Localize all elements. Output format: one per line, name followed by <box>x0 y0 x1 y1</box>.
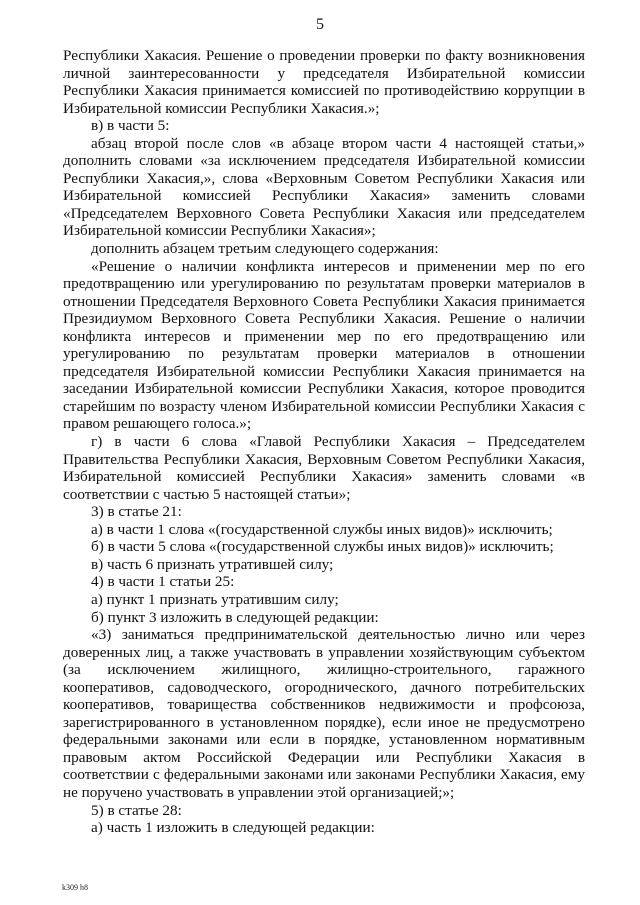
paragraph: в) часть 6 признать утратившей силу; <box>91 555 334 573</box>
paragraph: дополнить абзацем третьим следующего содержания: <box>91 240 439 258</box>
page-number: 5 <box>316 16 324 33</box>
paragraph: 3) в статье 21: <box>91 503 182 521</box>
paragraph: г) в части 6 слова «Главой Республики Хакасия – Председателем Правительства Республики Хакасия, Верховным Советом Республики Хакасия, Избирательной комиссией Республики Хакасия» заменить словами «в соответствии с частью 5 настоящей статьи»; <box>63 433 585 503</box>
paragraph: б) в части 5 слова «(государственной службы иных видов)» исключить; <box>91 538 554 556</box>
document-body <box>63 47 585 837</box>
paragraph: в) в части 5: <box>91 117 170 135</box>
paragraph: а) пункт 1 признать утратившим силу; <box>91 590 339 608</box>
paragraph: б) пункт 3 изложить в следующей редакции: <box>91 608 379 626</box>
paragraph: «3) заниматься предпринимательской деятельностью лично или через доверенных лиц, а также участвовать в управлении хозяйствующим субъектом (за исключением жилищного, жилищно-строительного, гаражного кооперативов, садоводческого, огороднического, дачного потребительских кооперативов, товарищества собственников недвижимости и профсоюза, зарегистрированного в установленном порядке), если иное не предусмотрено федеральными законами или если в порядке, установленном нормативным правовым актом Российской Федерации или Республики Хакасия в соответствии с федеральными законами или законами Республики Хакасия, ему не поручено участвовать в управлении этой организацией;»; <box>63 626 585 801</box>
paragraph: 5) в статье 28: <box>91 801 182 819</box>
paragraph: «Решение о наличии конфликта интересов и применении мер по его предотвращению или урегулированию по результатам проверки материалов в отношении Председателя Верховного Совета Республики Хакасия принимается Президиумом Верховного Совета Республики Хакасия. Решение о наличии конфликта интересов и применении мер по его предотвращению или урегулированию по результатам проверки материалов в отношении председателя Избирательной комиссии Республики Хакасия принимается на заседании Избирательной комиссии Республики Хакасия, которое проводится старейшим по возрасту членом Избирательной комиссии Республики Хакасия с правом решающего голоса.»; <box>63 257 585 433</box>
paragraph: 4) в части 1 статьи 25: <box>91 573 235 591</box>
paragraph-continuation: Республики Хакасия. Решение о проведении проверки по факту возникновения личной заинтересованности у председателя Избирательной комиссии Республики Хакасия принимается комиссией по противодействию коррупции в Избирательной комиссии Республики Хакасия.»; <box>63 47 585 117</box>
paragraph: а) часть 1 изложить в следующей редакции: <box>91 819 375 837</box>
paragraph: а) в части 1 слова «(государственной службы иных видов)» исключить; <box>91 520 553 538</box>
footer-code: k309 h8 <box>62 883 88 892</box>
paragraph: абзац второй после слов «в абзаце втором части 4 настоящей статьи,» дополнить словами «за исключением председателя Избирательной комиссии Республики Хакасия,», слова «Верховным Советом Республики Хакасия или Избирательной комиссией Республики Хакасия» заменить словами «Председателем Верховного Совета Республики Хакасия или председателем Избирательной комиссии Республики Хакасия»; <box>63 134 585 240</box>
